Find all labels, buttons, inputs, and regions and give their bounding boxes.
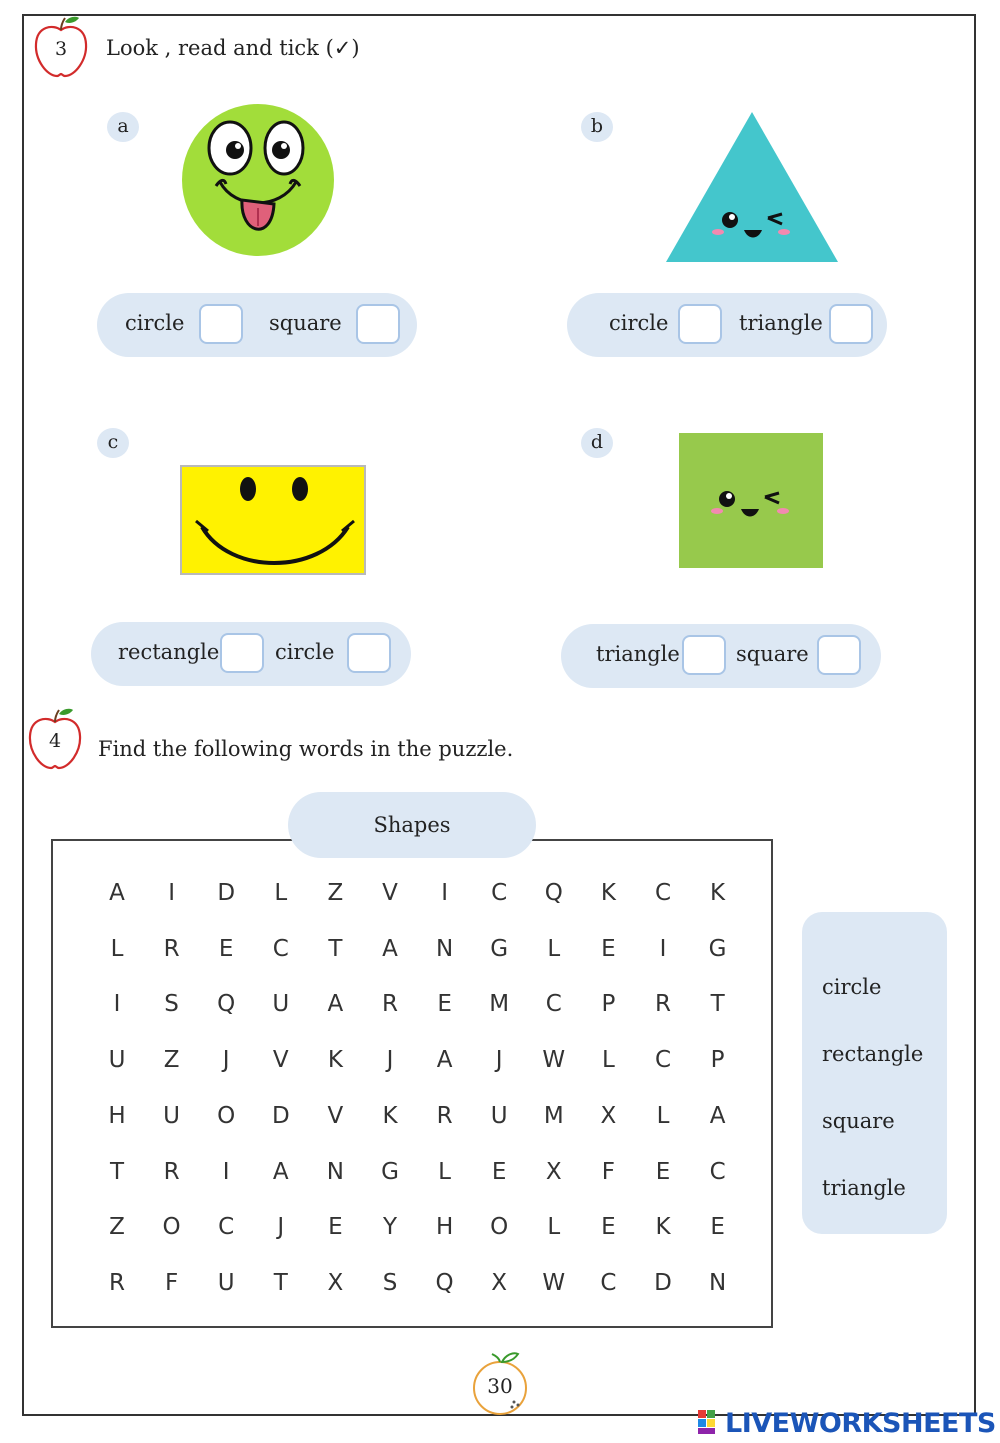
puzzle-letter-cell[interactable]: A: [272, 1158, 289, 1185]
item-a-option-2-label: square: [269, 311, 342, 335]
puzzle-letter-cell[interactable]: H: [108, 1102, 126, 1129]
item-b-options: [567, 293, 887, 357]
word-list-item: circle: [822, 975, 882, 999]
puzzle-letter-cell[interactable]: L: [547, 1214, 561, 1241]
liveworksheets-logo-text: LIVEWORKSHEETS: [725, 1408, 996, 1439]
liveworksheets-logo-icon: [697, 1408, 725, 1436]
puzzle-letter-cell[interactable]: I: [659, 935, 667, 962]
item-d-options: [561, 624, 881, 688]
puzzle-letter-cell[interactable]: O: [217, 1102, 236, 1129]
puzzle-letter-cell[interactable]: L: [656, 1102, 670, 1129]
puzzle-letter-cell[interactable]: U: [108, 1047, 126, 1074]
puzzle-letter-cell[interactable]: S: [382, 1269, 398, 1296]
puzzle-letter-cell[interactable]: F: [601, 1158, 615, 1185]
puzzle-letter-cell[interactable]: C: [272, 935, 289, 962]
puzzle-letter-cell[interactable]: R: [163, 1158, 180, 1185]
puzzle-letter-cell[interactable]: I: [113, 991, 121, 1018]
item-a-options: [97, 293, 417, 357]
puzzle-letter-cell[interactable]: R: [436, 1102, 453, 1129]
puzzle-letter-cell[interactable]: M: [489, 991, 510, 1018]
item-d-option-1-checkbox[interactable]: [682, 635, 726, 675]
item-c-option-2-label: circle: [275, 640, 335, 664]
puzzle-letter-cell[interactable]: C: [600, 1269, 617, 1296]
puzzle-letter-cell[interactable]: C: [491, 880, 508, 906]
page-number: 30: [487, 1374, 513, 1398]
puzzle-letter-cell[interactable]: V: [382, 880, 398, 906]
word-list-item: triangle: [822, 1176, 906, 1200]
word-search-grid: [51, 839, 773, 1328]
puzzle-letter-cell[interactable]: C: [709, 1158, 726, 1185]
word-list-item: square: [822, 1109, 895, 1133]
puzzle-letter-cell[interactable]: G: [381, 1158, 399, 1185]
puzzle-letter-cell[interactable]: P: [601, 991, 616, 1018]
puzzle-letter-cell[interactable]: T: [328, 935, 343, 962]
puzzle-letter-cell[interactable]: S: [164, 991, 179, 1018]
item-a-option-2-checkbox[interactable]: [356, 304, 400, 344]
puzzle-letter-cell[interactable]: N: [708, 1269, 727, 1296]
puzzle-letter-cell[interactable]: L: [110, 935, 124, 962]
item-b-option-2-checkbox[interactable]: [829, 304, 873, 344]
puzzle-letter-cell[interactable]: A: [436, 1047, 453, 1074]
puzzle-letter-cell[interactable]: A: [327, 991, 344, 1018]
exercise-4-instruction: Find the following words in the puzzle.: [98, 737, 514, 761]
puzzle-letter-cell[interactable]: J: [277, 1214, 285, 1241]
item-c-option-1-label: rectangle: [118, 640, 220, 664]
exercise-3-apple-icon: [33, 16, 89, 76]
puzzle-letter-cell[interactable]: O: [162, 1214, 181, 1241]
teal-triangle-face-icon: [664, 110, 840, 270]
puzzle-letter-cell[interactable]: O: [490, 1214, 509, 1241]
liveworksheets-logo: [697, 1408, 996, 1439]
item-b-option-1-checkbox[interactable]: [678, 304, 722, 344]
item-c-letter: c: [97, 428, 129, 458]
puzzle-letter-cell[interactable]: Q: [217, 991, 236, 1018]
puzzle-letter-cell[interactable]: M: [543, 1102, 564, 1129]
exercise-4-number: 4: [48, 730, 62, 752]
green-circle-face-icon: [180, 104, 336, 260]
puzzle-letter-cell[interactable]: L: [547, 935, 561, 962]
puzzle-letter-cell[interactable]: Z: [109, 1214, 125, 1241]
puzzle-letter-cell[interactable]: R: [382, 991, 398, 1018]
puzzle-letter-cell[interactable]: U: [272, 991, 290, 1018]
puzzle-letter-cell[interactable]: V: [327, 1102, 344, 1129]
puzzle-letter-cell[interactable]: X: [600, 1102, 617, 1129]
item-b-letter: b: [581, 112, 613, 142]
puzzle-letter-cell[interactable]: I: [168, 880, 175, 906]
puzzle-title-text: Shapes: [373, 813, 451, 837]
exercise-4-apple-icon: [27, 708, 83, 768]
puzzle-letter-cell[interactable]: L: [601, 1047, 615, 1074]
puzzle-letter-cell[interactable]: T: [109, 1158, 125, 1185]
exercise-3-instruction: Look , read and tick (✓): [106, 36, 360, 60]
puzzle-letter-cell[interactable]: H: [435, 1214, 454, 1241]
item-d-option-1-label: triangle: [596, 642, 680, 666]
puzzle-letter-cell[interactable]: C: [545, 991, 562, 1018]
puzzle-letter-cell[interactable]: G: [490, 935, 509, 962]
puzzle-letter-cell[interactable]: P: [710, 1047, 725, 1074]
item-d-option-2-label: square: [736, 642, 809, 666]
puzzle-letter-cell[interactable]: K: [655, 1214, 671, 1241]
puzzle-letter-cell[interactable]: R: [163, 935, 180, 962]
puzzle-letter-cell[interactable]: J: [222, 1047, 230, 1074]
puzzle-letter-cell[interactable]: K: [600, 880, 616, 906]
item-b-option-2-label: triangle: [739, 311, 823, 335]
puzzle-letter-cell[interactable]: E: [655, 1158, 671, 1185]
puzzle-letter-cell[interactable]: K: [710, 880, 726, 906]
green-square-face-icon: [679, 433, 824, 573]
puzzle-letter-cell[interactable]: E: [328, 1214, 343, 1241]
item-c-options: [91, 622, 411, 686]
puzzle-letter-cell[interactable]: A: [109, 880, 125, 906]
puzzle-title: [288, 792, 536, 858]
puzzle-letter-cell[interactable]: G: [708, 935, 727, 962]
puzzle-letter-cell[interactable]: Z: [163, 1047, 180, 1074]
item-b-option-1-label: circle: [609, 311, 669, 335]
puzzle-letter-cell[interactable]: F: [164, 1269, 179, 1296]
puzzle-letter-cell[interactable]: N: [435, 935, 454, 962]
puzzle-letter-cell[interactable]: W: [542, 1047, 566, 1074]
puzzle-letter-cell[interactable]: D: [654, 1269, 672, 1296]
puzzle-letter-cell[interactable]: Y: [382, 1214, 398, 1241]
puzzle-letter-cell[interactable]: I: [441, 880, 448, 906]
puzzle-letter-cell[interactable]: L: [274, 880, 288, 906]
puzzle-letter-cell[interactable]: Z: [327, 880, 344, 906]
puzzle-letter-cell[interactable]: Q: [544, 880, 563, 906]
item-c-option-1-checkbox[interactable]: [220, 633, 264, 673]
yellow-rectangle-smiley-icon: [180, 465, 368, 581]
puzzle-letter-cell[interactable]: X: [491, 1269, 508, 1296]
item-a-option-1-checkbox[interactable]: [199, 304, 243, 344]
item-d-letter: d: [581, 428, 613, 458]
puzzle-letter-cell[interactable]: E: [601, 1214, 616, 1241]
puzzle-letter-cell[interactable]: V: [272, 1047, 289, 1074]
puzzle-letter-cell[interactable]: I: [222, 1158, 230, 1185]
puzzle-letter-cell[interactable]: D: [217, 880, 236, 906]
puzzle-letter-cell[interactable]: T: [710, 991, 725, 1018]
puzzle-letter-cell[interactable]: L: [438, 1158, 451, 1185]
item-a-option-1-label: circle: [125, 311, 185, 335]
exercise-3-number: 3: [54, 38, 68, 60]
puzzle-letter-cell[interactable]: R: [655, 991, 671, 1018]
puzzle-letter-cell[interactable]: W: [542, 1269, 566, 1296]
puzzle-letter-cell[interactable]: U: [217, 1269, 235, 1296]
puzzle-letter-cell[interactable]: U: [490, 1102, 508, 1129]
puzzle-letter-cell[interactable]: U: [163, 1102, 181, 1129]
puzzle-letter-cell[interactable]: E: [601, 935, 616, 962]
item-c-option-2-checkbox[interactable]: [347, 633, 391, 673]
word-list-item: rectangle: [822, 1042, 924, 1066]
puzzle-letter-cell[interactable]: R: [109, 1269, 125, 1296]
item-d-option-2-checkbox[interactable]: [817, 635, 861, 675]
puzzle-letter-cell[interactable]: A: [382, 935, 398, 962]
puzzle-letter-cell[interactable]: E: [437, 991, 452, 1018]
page-number-badge: [472, 1350, 532, 1416]
puzzle-letter-cell[interactable]: N: [326, 1158, 344, 1185]
puzzle-letter-cell[interactable]: K: [327, 1047, 343, 1074]
puzzle-letter-cell[interactable]: T: [273, 1269, 288, 1296]
puzzle-letter-cell[interactable]: E: [491, 1158, 507, 1185]
puzzle-letter-cell[interactable]: J: [495, 1047, 503, 1074]
item-a-letter: a: [107, 112, 139, 142]
puzzle-letter-cell[interactable]: E: [218, 935, 234, 962]
word-list: [802, 912, 947, 1234]
puzzle-letter-cell[interactable]: K: [382, 1102, 398, 1129]
puzzle-letter-cell[interactable]: D: [271, 1102, 290, 1129]
puzzle-letter-cell[interactable]: C: [654, 1047, 672, 1074]
puzzle-letter-cell[interactable]: C: [654, 880, 672, 906]
puzzle-letter-cell[interactable]: E: [710, 1214, 725, 1241]
puzzle-letter-cell[interactable]: C: [218, 1214, 235, 1241]
puzzle-letter-cell[interactable]: X: [545, 1158, 562, 1185]
puzzle-letter-cell[interactable]: J: [386, 1047, 394, 1074]
puzzle-letter-cell[interactable]: X: [327, 1269, 344, 1296]
puzzle-letter-cell[interactable]: Q: [435, 1269, 454, 1296]
puzzle-letter-cell[interactable]: A: [709, 1102, 726, 1129]
